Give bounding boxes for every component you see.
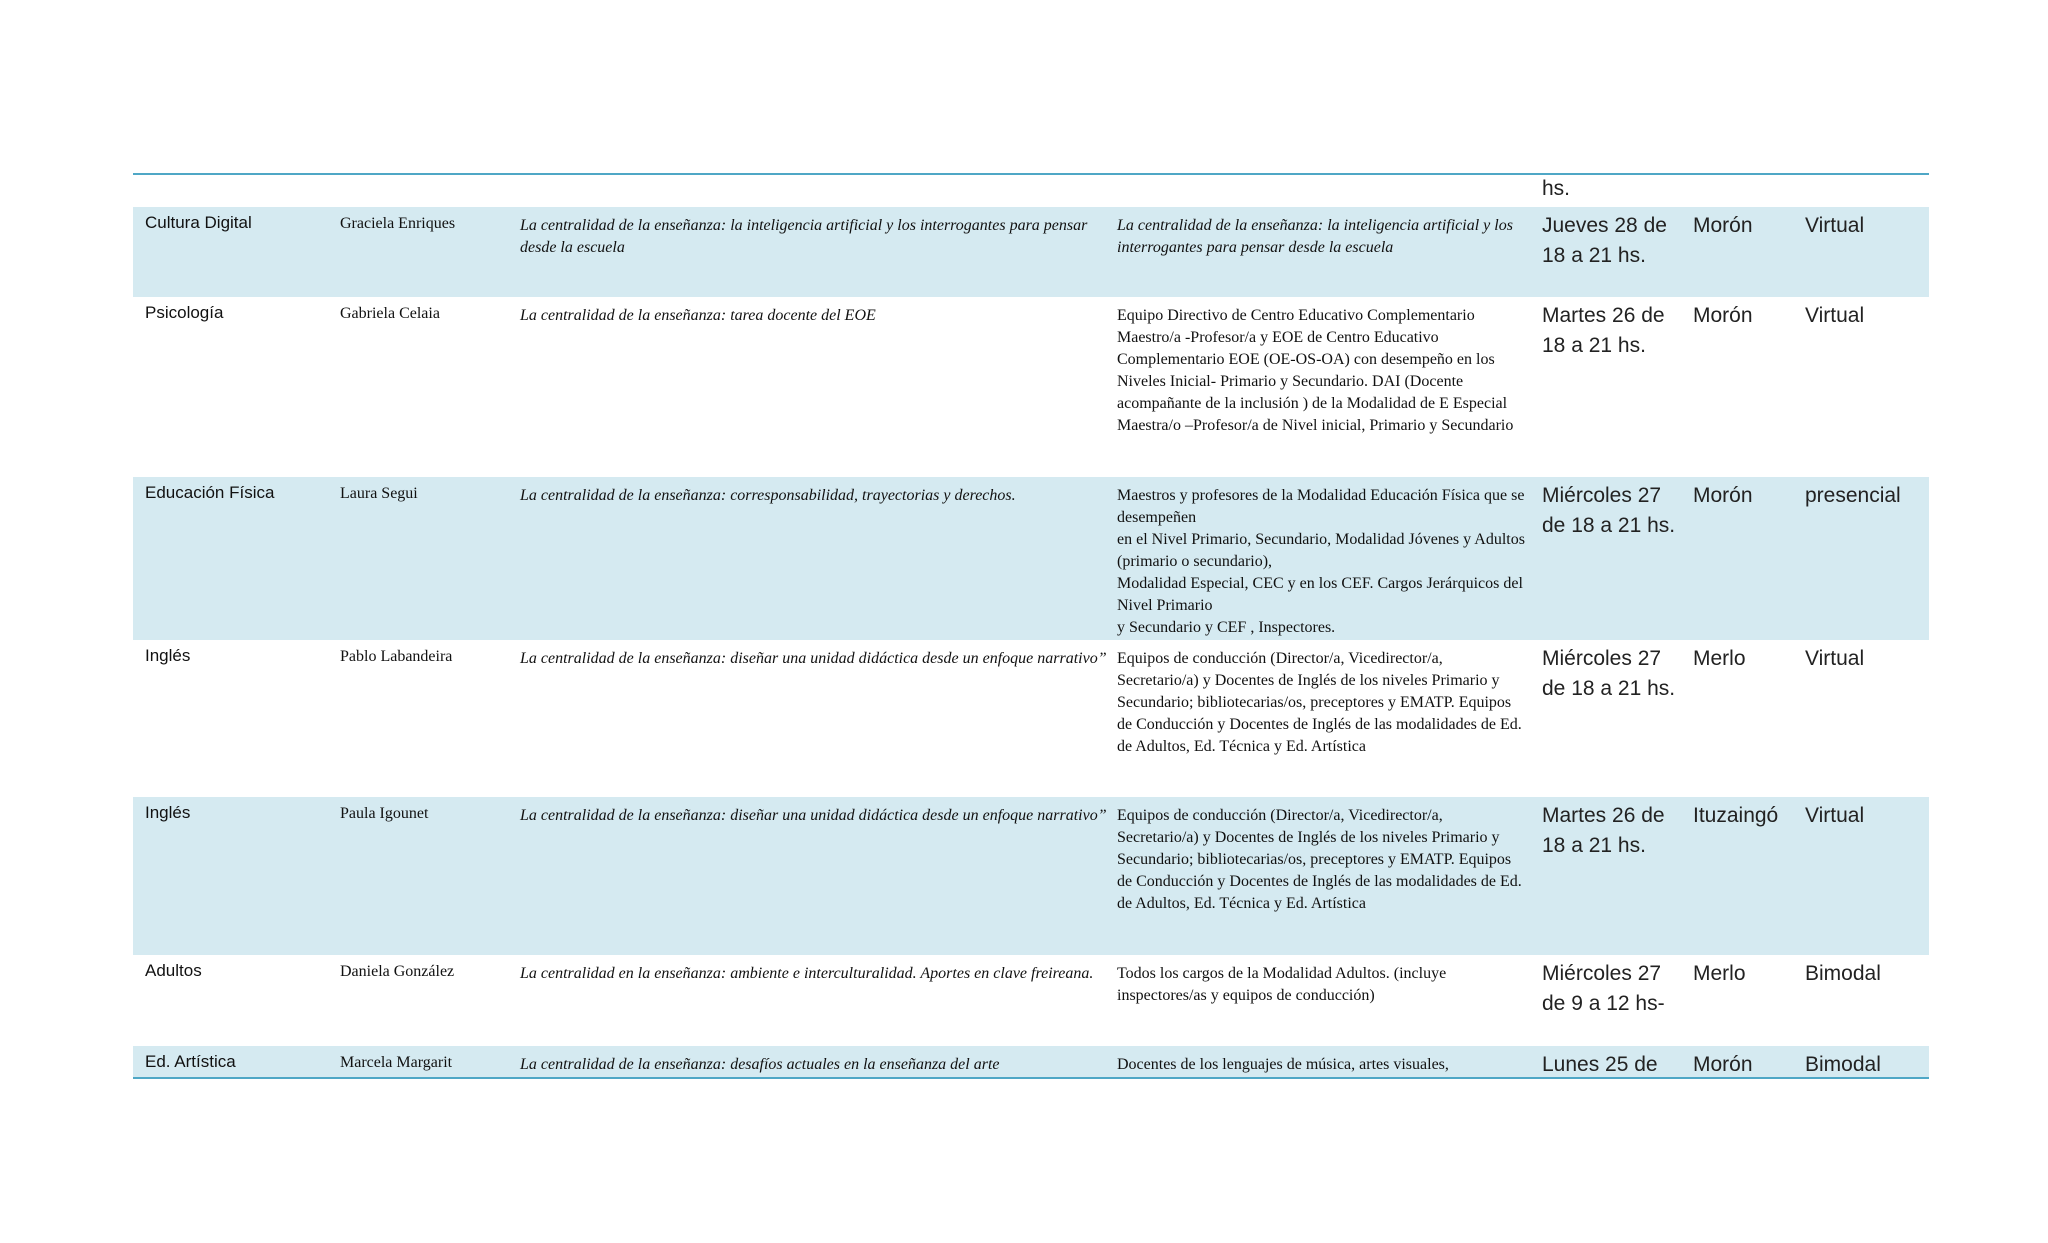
place-cell: Morón [1693, 1053, 1753, 1076]
title-cell: La centralidad de la enseñanza: la inteligencia artificial y los interrogantes para pensar desde la escuela [520, 217, 1088, 256]
mode-cell: Virtual [1805, 647, 1865, 670]
place-cell: Morón [1693, 484, 1753, 507]
date-cell: Jueves 28 de 18 a 21 hs. [1542, 214, 1667, 267]
name-cell: Daniela González [340, 963, 455, 980]
place-cell: Morón [1693, 304, 1753, 327]
table-row [133, 1046, 1929, 1077]
date-cell: Martes 26 de 18 a 21 hs. [1542, 304, 1665, 357]
mode-cell: presencial [1805, 484, 1901, 507]
area-cell: Cultura Digital [145, 213, 252, 232]
recipients-cell: Equipos de conducción (Director/a, Vicedirector/a, Secretario/a) y Docentes de Inglés de los niveles Primario y Secundario; bibliotecarias/os, preceptores y EMATP. Equipos de Conducción y Docentes de Inglés de las modalidades de Ed. de Adultos, Ed. Técnica y Ed. Artística [1117, 807, 1522, 912]
name-cell: Marcela Margarit [340, 1054, 453, 1071]
table-row [133, 477, 1929, 640]
recipients-cell: Equipo Directivo de Centro Educativo Complementario Maestro/a -Profesor/a y EOE de Centro Educativo Complementario EOE (OE-OS-OA) con desempeño en los Niveles Inicial- Primario y Secundario. DAI (Docente acompañante de la inclusión ) de la Modalidad de E Especial Maestra/o –Profesor/a de Nivel inicial, Primario y Secundario [1117, 307, 1514, 434]
mode-cell: Virtual [1805, 214, 1865, 237]
area-cell: Educación Física [145, 483, 275, 502]
table-row [133, 955, 1929, 1046]
mode-cell: Bimodal [1805, 1053, 1881, 1076]
place-cell: Ituzaingó [1693, 804, 1779, 827]
mode-cell: Bimodal [1805, 962, 1881, 985]
name-cell: Paula Igounet [340, 805, 429, 822]
table-row [133, 797, 1929, 955]
area-cell: Inglés [145, 803, 191, 822]
place-cell: Merlo [1693, 962, 1746, 985]
name-cell: Pablo Labandeira [340, 648, 453, 665]
table-row [133, 297, 1929, 477]
area-cell: Adultos [145, 961, 202, 980]
recipients-cell: Equipos de conducción (Director/a, Vicedirector/a, Secretario/a) y Docentes de Inglés de los niveles Primario y Secundario; bibliotecarias/os, preceptores y EMATP. Equipos de Conducción y Docentes de Inglés de las modalidades de Ed. de Adultos, Ed. Técnica y Ed. Artística [1117, 650, 1522, 755]
table-row [133, 640, 1929, 797]
title-cell: La centralidad en la enseñanza: ambiente e interculturalidad. Aportes en clave freireana. [520, 965, 1094, 982]
date-cell: Lunes 25 de [1542, 1053, 1658, 1076]
schedule-table [133, 173, 1929, 1079]
title-cell: La centralidad de la enseñanza: tarea docente del EOE [520, 307, 876, 324]
recipients-cell: Docentes de los lenguajes de música, artes visuales, [1117, 1056, 1449, 1073]
date-cell: Martes 26 de 18 a 21 hs. [1542, 804, 1665, 857]
date-cell: Miércoles 27 de 18 a 21 hs. [1542, 484, 1676, 537]
recipients-cell: La centralidad de la enseñanza: la inteligencia artificial y los interrogantes para pensar desde la escuela [1117, 217, 1513, 256]
title-cell: La centralidad de la enseñanza: desafíos actuales en la enseñanza del arte [520, 1056, 1000, 1073]
title-cell: La centralidad de la enseñanza: diseñar una unidad didáctica desde un enfoque narrativo” [520, 650, 1107, 667]
place-cell: Merlo [1693, 647, 1746, 670]
title-cell: La centralidad de la enseñanza: corresponsabilidad, trayectorias y derechos. [520, 487, 1016, 504]
name-cell: Gabriela Celaia [340, 305, 440, 322]
table-row [133, 207, 1929, 297]
recipients-cell: Maestros y profesores de la Modalidad Educación Física que se desempeñen en el Nivel Primario, Secundario, Modalidad Jóvenes y Adultos (primario o secundario), Modalidad Especial, CEC y en los CEF. Cargos Jerárquicos del Nivel Primario y Secundario y CEF , Inspectores. [1117, 487, 1525, 636]
date-cell: Miércoles 27 de 9 a 12 hs- [1542, 962, 1665, 1015]
mode-cell: Virtual [1805, 804, 1865, 827]
name-cell: Graciela Enriques [340, 215, 456, 232]
table-row-carry-over [133, 175, 1929, 207]
area-cell: Ed. Artística [145, 1052, 236, 1071]
recipients-cell: Todos los cargos de la Modalidad Adultos. (incluye inspectores/as y equipos de conducción) [1117, 965, 1447, 1004]
title-cell: La centralidad de la enseñanza: diseñar una unidad didáctica desde un enfoque narrativo” [520, 807, 1107, 824]
mode-cell: Virtual [1805, 304, 1865, 327]
area-cell: Inglés [145, 646, 191, 665]
area-cell: Psicología [145, 303, 224, 322]
name-cell: Laura Segui [340, 485, 418, 502]
date-cell: Miércoles 27 de 18 a 21 hs. [1542, 647, 1676, 700]
date-carry-over: hs. [1542, 177, 1571, 200]
place-cell: Morón [1693, 214, 1753, 237]
